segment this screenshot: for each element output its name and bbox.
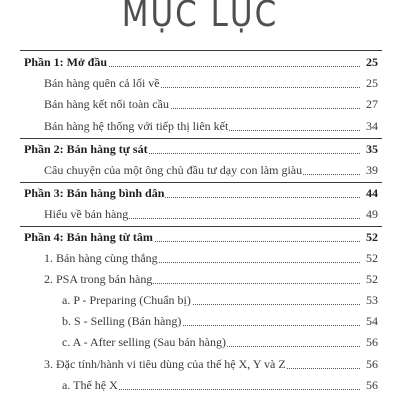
toc-entry-part-3[interactable] (0, 183, 400, 201)
toc-entry[interactable] (0, 116, 400, 134)
toc-entry-label: 3. Đặc tính/hành vi tiêu dùng của thế hệ X, Y và Z (44, 357, 286, 371)
toc-entry-page: 34 (366, 119, 378, 133)
toc-entry[interactable] (0, 354, 400, 372)
dot-leader (140, 241, 360, 242)
toc-entry-page: 35 (366, 142, 378, 156)
toc-entry-label: a. Thế hệ X (62, 378, 118, 392)
page-title: MỤC LỤC (121, 0, 279, 36)
toc-entry[interactable] (0, 204, 400, 222)
toc-entry-label: c. A - After selling (Sau bán hàng) (62, 335, 226, 349)
toc-entry-label: Câu chuyện của một ông chủ đầu tư dạy con làm giàu (44, 163, 303, 177)
toc-entry-page: 54 (366, 314, 378, 328)
toc-entry-part-1[interactable] (0, 52, 400, 70)
dot-leader (150, 197, 360, 198)
toc-entry-label: 2. PSA trong bán hàng (44, 272, 153, 286)
toc-entry[interactable] (0, 269, 400, 287)
toc-entry-page: 39 (366, 163, 378, 177)
toc-entry-label: b. S - Selling (Bán hàng) (62, 314, 182, 328)
toc-entry-page: 44 (366, 186, 378, 200)
toc-entry-part-4[interactable] (0, 227, 400, 245)
toc-entry[interactable] (0, 290, 400, 308)
toc-entry-page: 25 (366, 55, 378, 69)
toc-entry-page: 49 (366, 207, 378, 221)
toc-entry-page: 52 (366, 272, 378, 286)
toc-entry[interactable] (0, 94, 400, 112)
toc-entry[interactable] (0, 73, 400, 91)
title-divider (20, 50, 382, 51)
toc-entry-label: 1. Bán hàng cùng thắng (44, 251, 158, 265)
toc-entry[interactable] (0, 332, 400, 350)
toc-entry-page: 53 (366, 293, 378, 307)
toc-entry-label: Phần 3: Bán hàng bình dân (24, 186, 165, 200)
toc-entry-page: 52 (366, 230, 378, 244)
toc-entry-page: 27 (366, 97, 378, 111)
toc-entry[interactable] (0, 248, 400, 266)
toc-entry-part-2[interactable] (0, 139, 400, 157)
toc-entry-label: a. P - Preparing (Chuẩn bị) (62, 293, 191, 307)
toc-entry-label: Phần 4: Bán hàng từ tâm (24, 230, 153, 244)
toc-entry-label: Hiểu về bán hàng (44, 207, 129, 221)
dot-leader (92, 66, 360, 67)
toc-entry[interactable] (0, 160, 400, 178)
toc-entry-page: 56 (366, 378, 378, 392)
toc-entry-label: Phần 2: Bán hàng tự sát (24, 142, 148, 156)
dot-leader (130, 153, 360, 154)
toc-entry-label: Bán hàng hệ thống với tiếp thị liên kết (44, 119, 229, 133)
toc-entry[interactable] (0, 311, 400, 329)
toc-entry-label: Bán hàng quên cả lối về (44, 76, 160, 90)
toc-entry-page: 56 (366, 335, 378, 349)
toc-entry-page: 56 (366, 357, 378, 371)
toc-entry-page: 25 (366, 76, 378, 90)
toc-entry[interactable] (0, 375, 400, 393)
toc-entry-label: Bán hàng kết nối toàn cầu (44, 97, 169, 111)
toc-entry-label: Phần 1: Mở đầu (24, 55, 107, 69)
toc-entry-page: 52 (366, 251, 378, 265)
